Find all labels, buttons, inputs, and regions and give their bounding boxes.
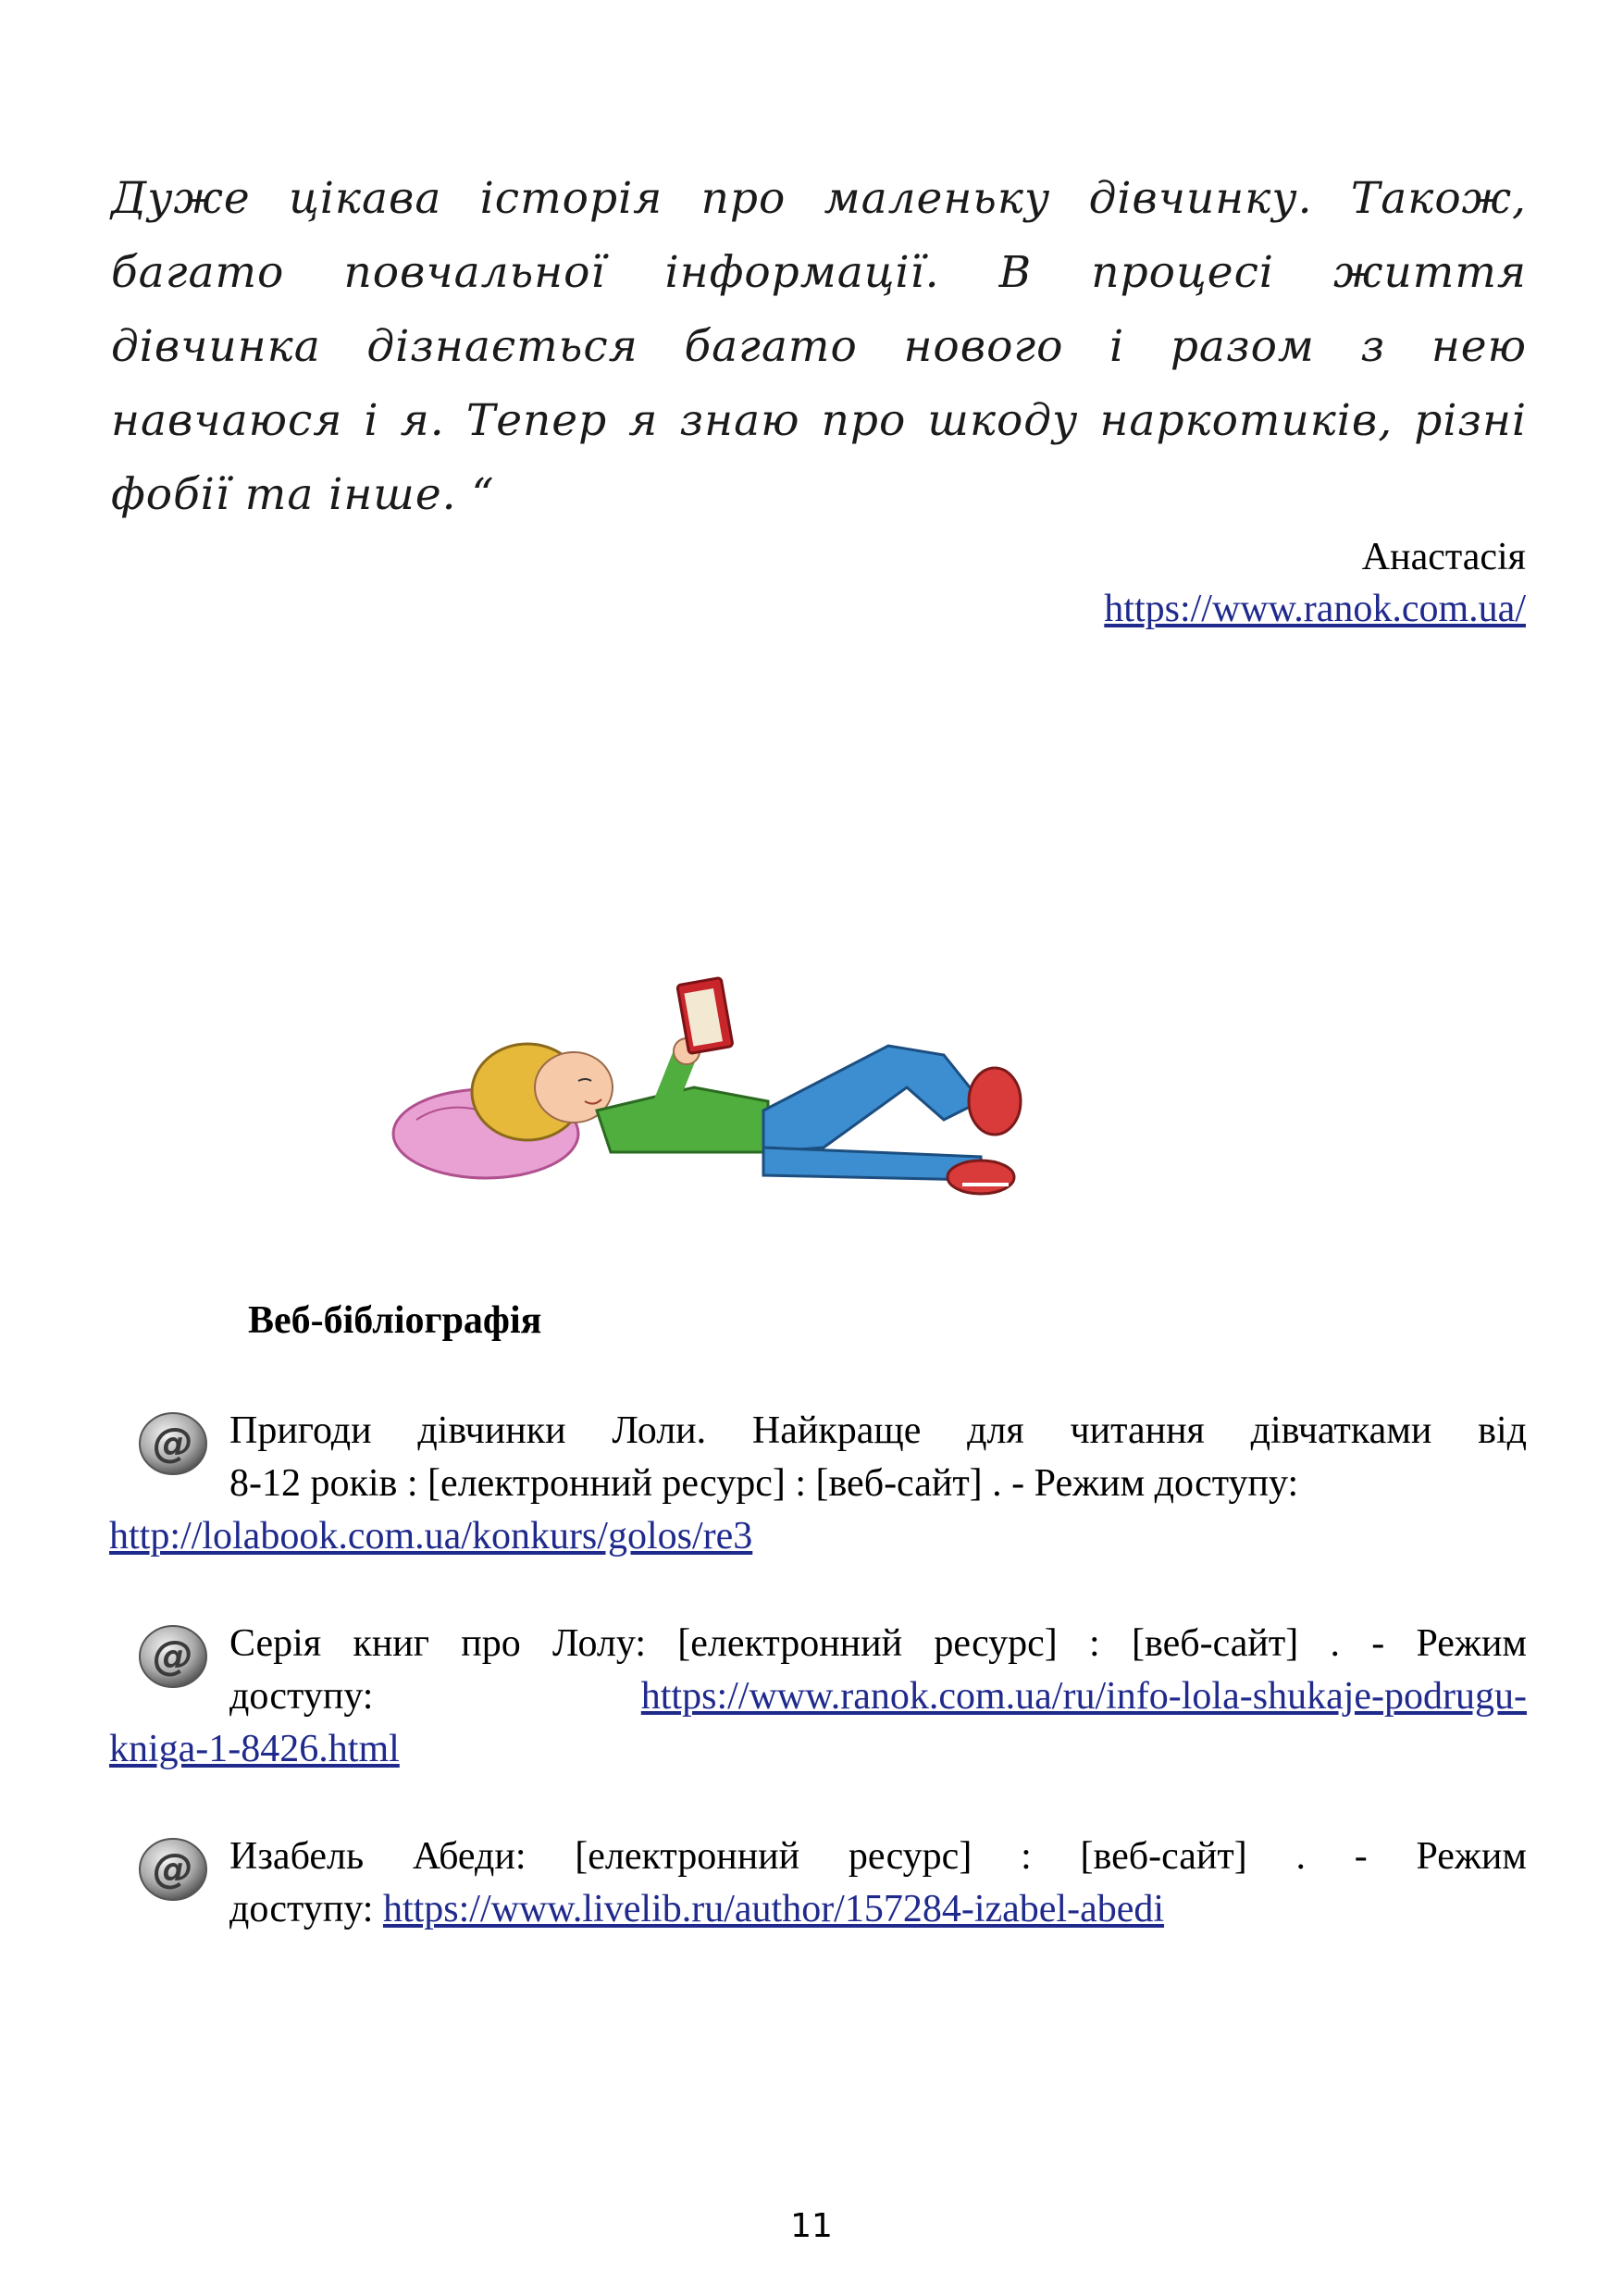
svg-text:@: @: [153, 1845, 193, 1893]
entry-1-line-1: Пригоди дівчинки Лоли. Найкраще для читання дівчатками від: [229, 1409, 1527, 1452]
review-source-link[interactable]: https://www.ranok.com.ua/: [1104, 588, 1526, 630]
entry-2-prefix: доступу:: [229, 1675, 374, 1718]
bibliography-entry-3: [109, 1831, 1527, 1936]
entry-3-prefix: доступу:: [229, 1888, 374, 1930]
at-sign-icon: [137, 1410, 209, 1477]
bibliography-heading: Веб-бібліографія: [248, 1299, 542, 1342]
entry-3-link[interactable]: https://www.livelib.ru/author/157284-izabel-abedi: [382, 1888, 1165, 1930]
page-number: 11: [790, 2207, 833, 2245]
at-sign-icon: [137, 1623, 209, 1690]
review-author: Анастасія: [1361, 536, 1526, 578]
child-reading-illustration: [389, 962, 1129, 1203]
bibliography-entry-2: [109, 1618, 1527, 1776]
shoe-left: [969, 1068, 1021, 1135]
shirt-shape: [597, 1087, 768, 1152]
svg-text:@: @: [153, 1632, 193, 1680]
at-sign-icon: [137, 1836, 209, 1903]
entry-1-line-2: 8-12 років : [електронний ресурс] : [веб-сайт] . - Режим доступу:: [229, 1462, 1299, 1505]
entry-2-link-part-1[interactable]: https://www.ranok.com.ua/ru/info-lola-shukaje-podrugu-: [640, 1675, 1527, 1718]
shoe-right: [948, 1160, 1014, 1194]
bibliography-entry-1: [109, 1405, 1527, 1563]
entry-1-link[interactable]: http://lolabook.com.ua/konkurs/golos/re3: [109, 1515, 753, 1558]
jeans-shape: [763, 1046, 981, 1152]
entry-2-line-1: Серія книг про Лолу: [електронний ресурс] : [веб-сайт] . - Режим: [229, 1622, 1527, 1665]
entry-2-link-part-2[interactable]: kniga-1-8426.html: [109, 1728, 400, 1770]
svg-text:@: @: [153, 1420, 193, 1467]
review-text: Дуже цікава історія про маленьку дівчинку. Також, багато повчальної інформації. В процесі життя дівчинка дізнається багато нового і разом з нею навчаюся і я. Тепер я знаю про шкоду наркотиків, різні фобії та інше. “: [111, 173, 1527, 520]
entry-3-line-1: Изабель Абеди: [електронний ресурс] : [веб-сайт] . - Режим: [229, 1835, 1527, 1878]
